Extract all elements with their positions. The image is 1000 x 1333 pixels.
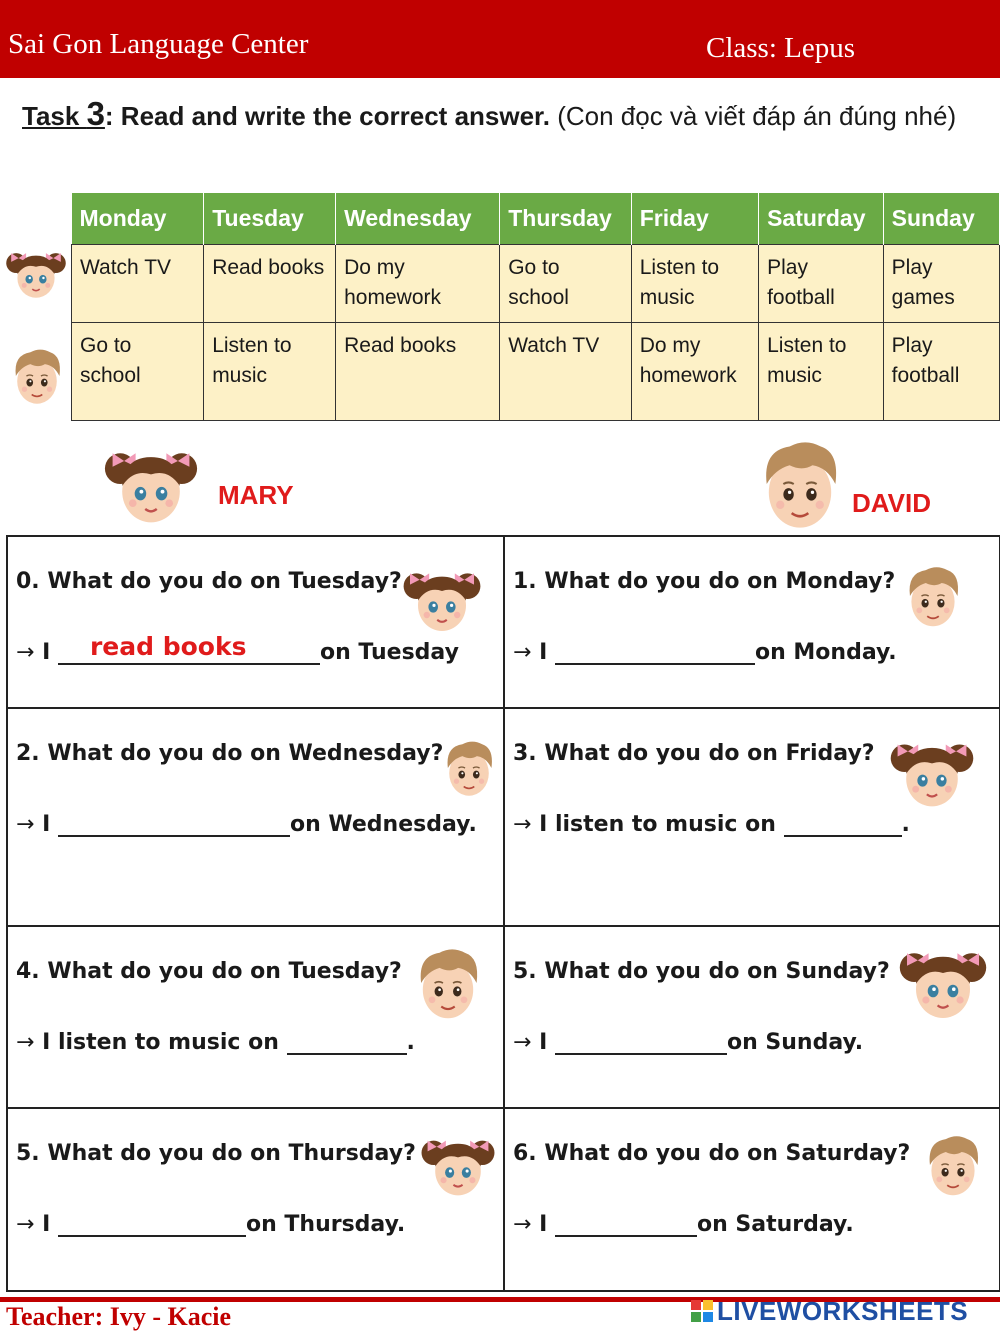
day-header: Tuesday xyxy=(204,193,336,245)
questions-grid xyxy=(6,535,1000,1292)
question-text: 6. What do you do on Saturday? xyxy=(513,1141,911,1166)
answer-line: → I listen to music on . xyxy=(513,812,910,837)
girl-icon xyxy=(398,559,486,639)
question-text: 5. What do you do on Sunday? xyxy=(513,959,890,984)
day-header: Wednesday xyxy=(336,193,500,245)
question-text: 0. What do you do on Tuesday? xyxy=(16,569,402,594)
schedule-cell: Play games xyxy=(883,245,999,323)
girl-icon xyxy=(416,1127,500,1203)
question-card xyxy=(7,1108,504,1291)
question-card xyxy=(7,536,504,708)
question-card xyxy=(7,708,504,926)
question-card xyxy=(504,1108,1000,1291)
schedule-cell: Read books xyxy=(204,245,336,323)
question-card xyxy=(504,536,1000,708)
schedule-cell: Go to school xyxy=(72,323,204,421)
boy-schedule-row xyxy=(72,323,1000,421)
schedule-table xyxy=(71,193,1000,421)
schedule-cell: Listen to music xyxy=(759,323,884,421)
day-header: Thursday xyxy=(500,193,632,245)
girl-icon xyxy=(889,727,975,817)
question-text: 1. What do you do on Monday? xyxy=(513,569,896,594)
david-icon xyxy=(748,432,852,536)
schedule-cell: Play football xyxy=(759,245,884,323)
schedule-cell: Listen to music xyxy=(631,245,758,323)
girl-schedule-row xyxy=(72,245,1000,323)
answer-line: → I on Wednesday. xyxy=(16,812,477,837)
boy-icon xyxy=(436,727,502,809)
schedule-cell: Do my homework xyxy=(336,245,500,323)
teacher-name: Teacher: Ivy - Kacie xyxy=(6,1302,232,1331)
answer-line: → I on Thursday. xyxy=(16,1212,406,1237)
answer-line: → I read books on Tuesday xyxy=(16,632,459,665)
answer-blank[interactable] xyxy=(555,1029,727,1055)
mary-icon xyxy=(92,436,210,532)
day-header: Sunday xyxy=(883,193,999,245)
schedule-cell: Play football xyxy=(883,323,999,421)
girl-avatar-icon xyxy=(2,242,70,304)
liveworksheets-logo-icon xyxy=(690,1299,714,1323)
question-text: 4. What do you do on Tuesday? xyxy=(16,959,402,984)
schedule-cell: Listen to music xyxy=(204,323,336,421)
day-header: Saturday xyxy=(759,193,884,245)
class-label: Class: Lepus xyxy=(706,32,856,64)
answer-blank[interactable] xyxy=(287,1029,407,1055)
answer-blank[interactable] xyxy=(555,639,755,665)
answer-blank[interactable] xyxy=(555,1211,697,1237)
boy-icon xyxy=(897,553,969,639)
boy-icon xyxy=(406,935,490,1031)
boy-avatar-icon xyxy=(4,334,70,418)
answer-blank[interactable] xyxy=(58,1211,246,1237)
schedule-cell: Watch TV xyxy=(500,323,632,421)
answer-blank[interactable] xyxy=(784,811,902,837)
task-text: : Read and write the correct answer. xyxy=(104,101,550,131)
schedule-header-row xyxy=(72,193,1000,245)
day-header: Monday xyxy=(72,193,204,245)
mary-name: MARY xyxy=(218,480,294,510)
answer-line: → I listen to music on . xyxy=(16,1030,415,1055)
answer-line: → I on Monday. xyxy=(513,640,897,665)
task-translation: (Con đọc và viết đáp án đúng nhé) xyxy=(549,101,957,131)
task-label: Task 3 xyxy=(22,95,105,132)
center-name: Sai Gon Language Center xyxy=(8,28,309,60)
question-text: 3. What do you do on Friday? xyxy=(513,741,875,766)
brand-text: LIVEWORKSHEETS xyxy=(717,1296,969,1326)
answer-line: → I on Sunday. xyxy=(513,1030,864,1055)
day-header: Friday xyxy=(631,193,758,245)
boy-icon xyxy=(917,1121,989,1209)
schedule-cell: Go to school xyxy=(500,245,632,323)
schedule-cell: Read books xyxy=(336,323,500,421)
schedule-cell: Do my homework xyxy=(631,323,758,421)
question-text: 2. What do you do on Wednesday? xyxy=(16,741,444,766)
answer-blank[interactable] xyxy=(58,811,290,837)
example-answer: read books xyxy=(89,632,247,661)
girl-icon xyxy=(893,937,993,1027)
question-card xyxy=(7,926,504,1108)
question-card xyxy=(504,708,1000,926)
david-name: DAVID xyxy=(852,488,931,518)
liveworksheets-brand[interactable] xyxy=(690,1296,968,1327)
schedule-cell: Watch TV xyxy=(72,245,204,323)
question-text: 5. What do you do on Thursday? xyxy=(16,1141,416,1166)
answer-line: → I on Saturday. xyxy=(513,1212,854,1237)
header-bar xyxy=(0,0,1000,78)
question-card xyxy=(504,926,1000,1108)
task-instruction xyxy=(22,96,997,134)
